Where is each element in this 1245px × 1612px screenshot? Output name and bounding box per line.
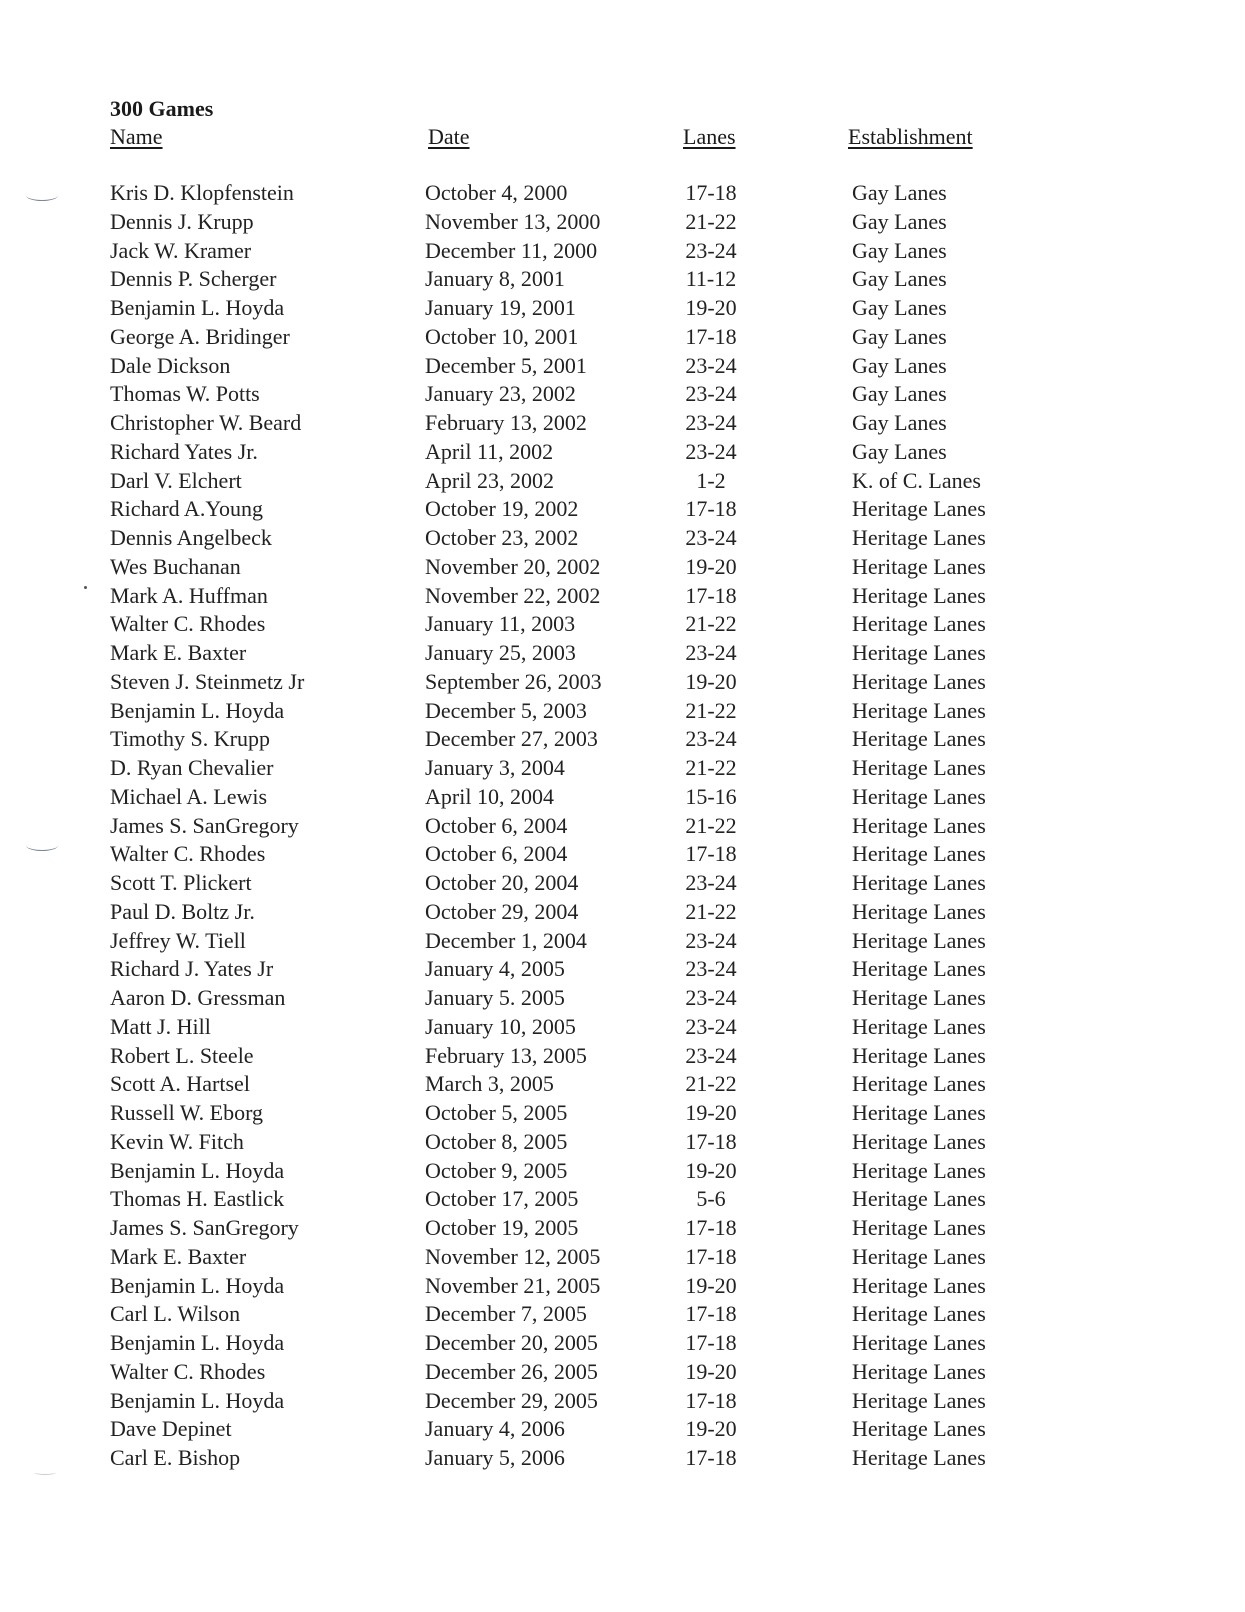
table-row <box>0 869 1245 898</box>
cell-name: Michael A. Lewis <box>110 783 268 809</box>
cell-name: Benjamin L. Hoyda <box>110 1387 285 1413</box>
cell-date: January 10, 2005 <box>425 1013 576 1039</box>
cell-date: October 6, 2004 <box>425 841 568 867</box>
cell-date: December 26, 2005 <box>425 1358 598 1384</box>
cell-establishment: Heritage Lanes <box>852 1272 986 1298</box>
cell-name: Benjamin L. Hoyda <box>110 295 285 320</box>
table-row <box>0 582 1245 611</box>
cell-name: Dennis J. Krupp <box>110 208 254 234</box>
cell-name: Steven J. Steinmetz Jr <box>110 668 305 694</box>
cell-name: George A. Bridinger <box>110 323 290 349</box>
cell-date: December 29, 2005 <box>425 1387 598 1413</box>
cell-name: Benjamin L. Hoyda <box>110 1157 285 1183</box>
cell-name: Benjamin L. Hoyda <box>110 1330 285 1355</box>
cell-date: October 23, 2002 <box>425 525 579 550</box>
table-row <box>0 294 1245 323</box>
cell-establishment: Gay Lanes <box>852 295 947 320</box>
cell-lanes: 17-18 <box>685 1128 737 1154</box>
cell-establishment: Heritage Lanes <box>852 898 986 924</box>
cell-date: October 20, 2004 <box>425 870 579 895</box>
cell-date: October 5, 2005 <box>425 1100 568 1125</box>
cell-lanes: 19-20 <box>685 1272 737 1298</box>
document-title: 300 Games <box>110 96 214 121</box>
cell-establishment: Heritage Lanes <box>852 496 986 522</box>
cell-name: Richard Yates Jr. <box>110 438 258 464</box>
cell-name: Walter C. Rhodes <box>110 611 266 637</box>
cell-date: November 20, 2002 <box>425 553 601 579</box>
table-row <box>0 438 1245 467</box>
cell-name: Kevin W. Fitch <box>110 1128 244 1154</box>
cell-establishment: Gay Lanes <box>852 323 947 349</box>
cell-name: Christopher W. Beard <box>110 410 302 435</box>
cell-name: Kris D. Klopfenstein <box>110 180 294 205</box>
cell-establishment: Heritage Lanes <box>852 553 986 579</box>
cell-date: January 4, 2006 <box>425 1416 565 1442</box>
cell-establishment: Heritage Lanes <box>852 582 986 608</box>
table-row <box>0 1444 1245 1473</box>
table-row <box>0 265 1245 294</box>
cell-date: October 17, 2005 <box>425 1186 579 1212</box>
cell-name: Matt J. Hill <box>110 1013 211 1039</box>
cell-lanes: 17-18 <box>685 841 737 867</box>
table-row <box>0 1300 1245 1329</box>
cell-establishment: Gay Lanes <box>852 352 947 378</box>
table-row <box>0 1214 1245 1243</box>
cell-date: November 22, 2002 <box>425 582 601 608</box>
cell-date: December 27, 2003 <box>425 726 598 752</box>
cell-date: December 5, 2001 <box>425 352 587 378</box>
cell-lanes: 1-2 <box>696 467 726 493</box>
cell-name: Thomas H. Eastlick <box>110 1186 285 1212</box>
cell-name: Scott T. Plickert <box>110 870 252 895</box>
cell-lanes: 23-24 <box>685 525 737 550</box>
cell-name: Darl V. Elchert <box>110 467 242 493</box>
cell-date: October 6, 2004 <box>425 812 568 838</box>
cell-date: December 1, 2004 <box>425 927 587 953</box>
cell-name: Robert L. Steele <box>110 1042 254 1068</box>
cell-establishment: Heritage Lanes <box>852 1100 986 1125</box>
cell-name: Jeffrey W. Tiell <box>110 927 246 953</box>
cell-date: January 23, 2002 <box>425 381 576 407</box>
cell-lanes: 17-18 <box>685 496 737 522</box>
table-row <box>0 323 1245 352</box>
cell-name: Benjamin L. Hoyda <box>110 1272 285 1298</box>
cell-name: Richard A.Young <box>110 496 264 522</box>
table-row <box>0 984 1245 1013</box>
cell-establishment: Gay Lanes <box>852 438 947 464</box>
cell-lanes: 23-24 <box>685 381 737 407</box>
cell-name: James S. SanGregory <box>110 1215 299 1240</box>
cell-date: January 8, 2001 <box>425 266 565 292</box>
cell-lanes: 19-20 <box>685 1157 737 1183</box>
cell-name: Mark A. Huffman <box>110 582 268 608</box>
cell-date: October 9, 2005 <box>425 1157 568 1183</box>
table-row <box>0 1042 1245 1071</box>
cell-establishment: Heritage Lanes <box>852 956 986 982</box>
cell-establishment: Gay Lanes <box>852 237 947 263</box>
cell-name: Walter C. Rhodes <box>110 1358 266 1384</box>
cell-establishment: Heritage Lanes <box>852 1071 986 1097</box>
cell-lanes: 21-22 <box>685 697 737 723</box>
table-row <box>0 1387 1245 1416</box>
cell-date: January 4, 2005 <box>425 956 565 982</box>
cell-name: Dale Dickson <box>110 352 231 378</box>
cell-establishment: Heritage Lanes <box>852 927 986 953</box>
cell-lanes: 19-20 <box>685 1100 737 1125</box>
table-row <box>0 754 1245 783</box>
cell-establishment: Gay Lanes <box>852 381 947 407</box>
cell-date: October 4, 2000 <box>425 180 568 205</box>
column-header-lanes: Lanes <box>683 124 736 149</box>
table-row <box>0 553 1245 582</box>
cell-name: Jack W. Kramer <box>110 237 252 263</box>
cell-name: James S. SanGregory <box>110 812 299 838</box>
cell-lanes: 11-12 <box>685 266 737 292</box>
cell-date: October 19, 2005 <box>425 1215 579 1240</box>
cell-lanes: 23-24 <box>685 1013 737 1039</box>
cell-lanes: 17-18 <box>685 1301 737 1327</box>
cell-lanes: 23-24 <box>685 352 737 378</box>
cell-establishment: Heritage Lanes <box>852 1358 986 1384</box>
cell-date: January 3, 2004 <box>425 755 565 780</box>
cell-lanes: 19-20 <box>685 668 737 694</box>
table-row <box>0 237 1245 266</box>
table-row <box>0 639 1245 668</box>
table-row <box>0 1358 1245 1387</box>
table-row <box>0 1329 1245 1358</box>
cell-establishment: Heritage Lanes <box>852 1013 986 1039</box>
cell-establishment: Gay Lanes <box>852 410 947 435</box>
table-row <box>0 1157 1245 1186</box>
cell-date: January 5. 2005 <box>425 985 565 1010</box>
cell-establishment: Heritage Lanes <box>852 1128 986 1154</box>
cell-date: January 19, 2001 <box>425 295 576 320</box>
cell-date: March 3, 2005 <box>425 1071 554 1097</box>
cell-date: April 11, 2002 <box>425 438 554 464</box>
cell-establishment: Heritage Lanes <box>852 1416 986 1442</box>
cell-lanes: 17-18 <box>685 1243 737 1269</box>
cell-establishment: Heritage Lanes <box>852 812 986 838</box>
cell-name: Carl E. Bishop <box>110 1445 241 1470</box>
column-header-name: Name <box>110 124 163 149</box>
cell-date: October 8, 2005 <box>425 1128 568 1154</box>
column-header-establishment: Establishment <box>848 124 973 149</box>
cell-date: November 21, 2005 <box>425 1272 601 1298</box>
records-table <box>0 179 1245 1473</box>
cell-lanes: 17-18 <box>685 323 737 349</box>
cell-lanes: 21-22 <box>685 208 737 234</box>
cell-lanes: 23-24 <box>685 985 737 1010</box>
cell-lanes: 23-24 <box>685 956 737 982</box>
table-row <box>0 1243 1245 1272</box>
cell-establishment: Heritage Lanes <box>852 668 986 694</box>
cell-lanes: 17-18 <box>685 1330 737 1355</box>
table-row <box>0 840 1245 869</box>
cell-date: October 19, 2002 <box>425 496 579 522</box>
cell-lanes: 19-20 <box>685 295 737 320</box>
table-row <box>0 495 1245 524</box>
cell-name: Dennis Angelbeck <box>110 525 272 550</box>
cell-establishment: Heritage Lanes <box>852 525 986 550</box>
cell-lanes: 21-22 <box>685 755 737 780</box>
cell-lanes: 19-20 <box>685 1416 737 1442</box>
table-row <box>0 352 1245 381</box>
table-row <box>0 1415 1245 1444</box>
cell-establishment: Heritage Lanes <box>852 697 986 723</box>
cell-date: November 12, 2005 <box>425 1243 601 1269</box>
table-row <box>0 1128 1245 1157</box>
cell-date: December 20, 2005 <box>425 1330 598 1355</box>
cell-establishment: Heritage Lanes <box>852 1243 986 1269</box>
cell-establishment: Heritage Lanes <box>852 870 986 895</box>
cell-name: Dennis P. Scherger <box>110 266 277 292</box>
cell-establishment: Gay Lanes <box>852 180 947 205</box>
table-row <box>0 1013 1245 1042</box>
cell-lanes: 17-18 <box>685 180 737 205</box>
table-row <box>0 927 1245 956</box>
table-row <box>0 697 1245 726</box>
cell-establishment: Gay Lanes <box>852 266 947 292</box>
cell-establishment: Heritage Lanes <box>852 1330 986 1355</box>
column-header-date: Date <box>428 124 470 149</box>
cell-name: Thomas W. Potts <box>110 381 260 407</box>
cell-name: Aaron D. Gressman <box>110 985 286 1010</box>
cell-establishment: K. of C. Lanes <box>852 467 981 493</box>
cell-establishment: Heritage Lanes <box>852 1157 986 1183</box>
cell-date: December 11, 2000 <box>425 237 598 263</box>
cell-name: Benjamin L. Hoyda <box>110 697 285 723</box>
cell-lanes: 23-24 <box>685 726 737 752</box>
cell-establishment: Heritage Lanes <box>852 1215 986 1240</box>
cell-lanes: 17-18 <box>685 1387 737 1413</box>
cell-date: February 13, 2005 <box>425 1042 587 1068</box>
cell-establishment: Heritage Lanes <box>852 1042 986 1068</box>
cell-establishment: Gay Lanes <box>852 208 947 234</box>
cell-date: December 5, 2003 <box>425 697 587 723</box>
cell-name: Russell W. Eborg <box>110 1100 264 1125</box>
cell-date: April 10, 2004 <box>425 783 554 809</box>
cell-name: Timothy S. Krupp <box>110 726 270 752</box>
table-row <box>0 668 1245 697</box>
table-row <box>0 179 1245 208</box>
cell-establishment: Heritage Lanes <box>852 1387 986 1413</box>
cell-date: September 26, 2003 <box>425 668 602 694</box>
table-row <box>0 524 1245 553</box>
cell-establishment: Heritage Lanes <box>852 611 986 637</box>
cell-lanes: 21-22 <box>685 812 737 838</box>
cell-establishment: Heritage Lanes <box>852 985 986 1010</box>
table-row <box>0 812 1245 841</box>
cell-name: Paul D. Boltz Jr. <box>110 898 255 924</box>
cell-date: January 5, 2006 <box>425 1445 565 1470</box>
cell-establishment: Heritage Lanes <box>852 726 986 752</box>
cell-lanes: 19-20 <box>685 553 737 579</box>
cell-lanes: 23-24 <box>685 870 737 895</box>
table-row <box>0 1185 1245 1214</box>
table-row <box>0 725 1245 754</box>
table-row <box>0 610 1245 639</box>
cell-date: October 29, 2004 <box>425 898 579 924</box>
table-row <box>0 898 1245 927</box>
cell-date: February 13, 2002 <box>425 410 587 435</box>
cell-lanes: 5-6 <box>696 1186 726 1212</box>
cell-name: Scott A. Hartsel <box>110 1071 250 1097</box>
cell-lanes: 17-18 <box>685 1445 737 1470</box>
cell-establishment: Heritage Lanes <box>852 841 986 867</box>
table-row <box>0 783 1245 812</box>
cell-name: Dave Depinet <box>110 1416 232 1442</box>
cell-name: Richard J. Yates Jr <box>110 956 274 982</box>
table-row <box>0 1070 1245 1099</box>
cell-establishment: Heritage Lanes <box>852 1186 986 1212</box>
cell-establishment: Heritage Lanes <box>852 755 986 780</box>
table-row <box>0 208 1245 237</box>
cell-lanes: 21-22 <box>685 1071 737 1097</box>
cell-lanes: 23-24 <box>685 927 737 953</box>
cell-lanes: 19-20 <box>685 1358 737 1384</box>
cell-date: October 10, 2001 <box>425 323 579 349</box>
cell-name: Mark E. Baxter <box>110 640 247 665</box>
cell-lanes: 21-22 <box>685 611 737 637</box>
cell-establishment: Heritage Lanes <box>852 783 986 809</box>
cell-name: Carl L. Wilson <box>110 1301 241 1327</box>
cell-lanes: 23-24 <box>685 410 737 435</box>
cell-date: November 13, 2000 <box>425 208 601 234</box>
cell-name: D. Ryan Chevalier <box>110 755 274 780</box>
cell-lanes: 21-22 <box>685 898 737 924</box>
cell-lanes: 23-24 <box>685 237 737 263</box>
cell-date: April 23, 2002 <box>425 467 554 493</box>
cell-name: Walter C. Rhodes <box>110 841 266 867</box>
cell-date: January 11, 2003 <box>425 611 576 637</box>
cell-establishment: Heritage Lanes <box>852 1445 986 1470</box>
table-row <box>0 380 1245 409</box>
cell-lanes: 23-24 <box>685 438 737 464</box>
cell-lanes: 17-18 <box>685 1215 737 1240</box>
cell-date: December 7, 2005 <box>425 1301 587 1327</box>
cell-lanes: 23-24 <box>685 1042 737 1068</box>
table-row <box>0 1099 1245 1128</box>
cell-name: Wes Buchanan <box>110 553 241 579</box>
table-row <box>0 409 1245 438</box>
cell-date: January 25, 2003 <box>425 640 576 665</box>
table-row <box>0 467 1245 496</box>
cell-establishment: Heritage Lanes <box>852 640 986 665</box>
cell-establishment: Heritage Lanes <box>852 1301 986 1327</box>
cell-lanes: 15-16 <box>685 783 737 809</box>
cell-name: Mark E. Baxter <box>110 1243 247 1269</box>
table-row <box>0 955 1245 984</box>
cell-lanes: 17-18 <box>685 582 737 608</box>
table-row <box>0 1272 1245 1301</box>
cell-lanes: 23-24 <box>685 640 737 665</box>
